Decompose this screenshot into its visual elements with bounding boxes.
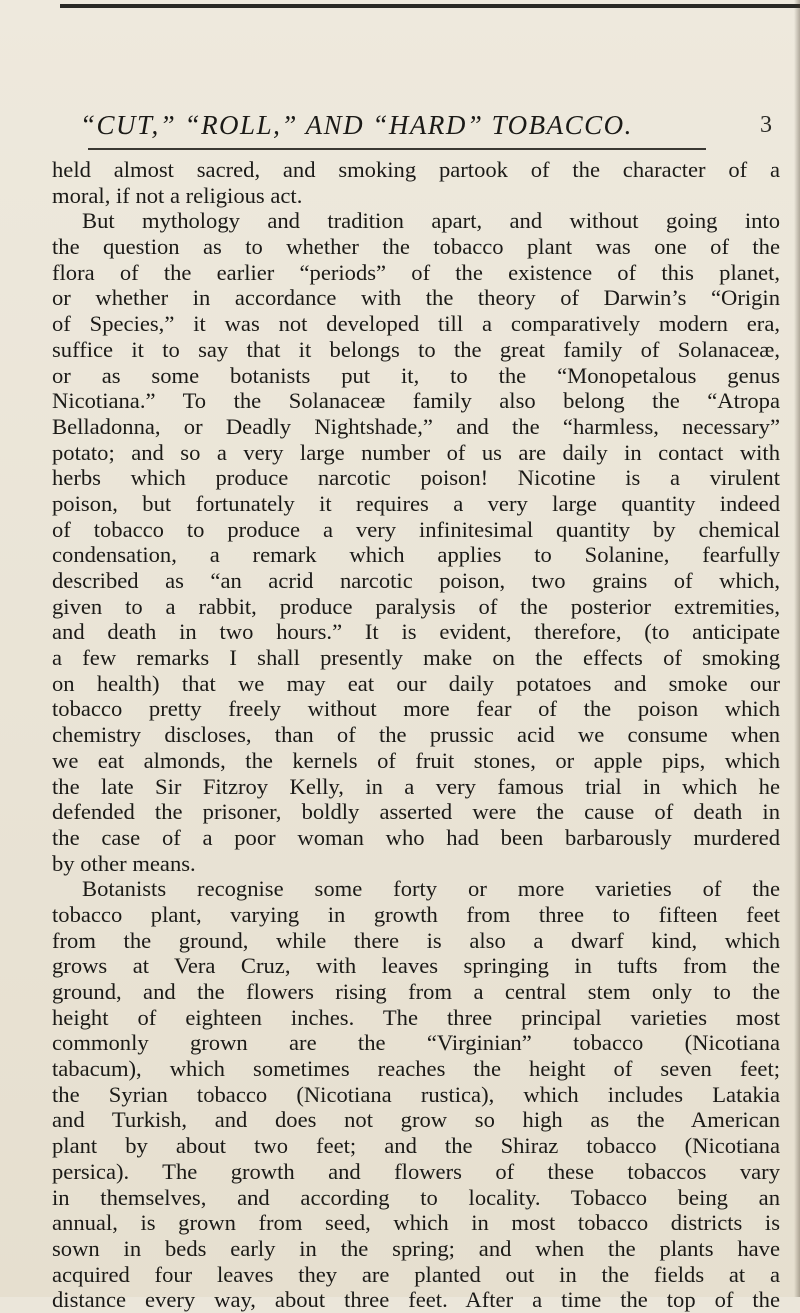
text-line: we eat almonds, the kernels of fruit stones, or apple pips, which: [52, 747, 780, 773]
text-line: But mythology and tradition apart, and without going into: [82, 208, 780, 234]
text-line: flora of the earlier “periods” of the existence of this planet,: [52, 259, 780, 285]
text-line: annual, is grown from seed, which in most tobacco districts is: [52, 1210, 780, 1236]
running-head: “CUT,” “ROLL,” AND “HARD” TOBACCO.: [80, 110, 633, 140]
body-text: [52, 157, 780, 1313]
text-line: acquired four leaves they are planted out in the fields at a: [52, 1261, 780, 1287]
text-line: height of eighteen inches. The three principal varieties most: [52, 1004, 780, 1030]
text-line: ground, and the flowers rising from a central stem only to the: [52, 979, 780, 1004]
text-line: given to a rabbit, produce paralysis of the posterior extremities,: [52, 593, 780, 619]
text-line: in themselves, and according to locality. Tobacco being an: [52, 1184, 780, 1210]
page-edge-shadow: [794, 0, 800, 1297]
text-line: by other means.: [52, 850, 196, 876]
text-line: or as some botanists put it, to the “Monopetalous genus: [52, 362, 780, 388]
text-line: poison, but fortunately it requires a very large quantity indeed: [52, 490, 780, 516]
text-line: a few remarks I shall presently make on the effects of smoking: [52, 645, 780, 671]
text-line: tobacco pretty freely without more fear of the poison which: [52, 696, 780, 722]
text-line: the late Sir Fitzroy Kelly, in a very famous trial in which he: [52, 773, 780, 799]
text-line: and death in two hours.” It is evident, therefore, (to anticipate: [52, 619, 780, 645]
top-edge-rule: [60, 4, 800, 8]
header-rule: [88, 148, 706, 150]
text-line: sown in beds early in the spring; and when the plants have: [52, 1235, 780, 1261]
text-line: herbs which produce narcotic poison! Nicotine is a virulent: [52, 465, 780, 491]
text-line: moral, if not a religious act.: [52, 182, 303, 208]
text-line: the case of a poor woman who had been barbarously murdered: [52, 824, 780, 850]
text-line: tobacco plant, varying in growth from three to fifteen feet: [52, 901, 780, 927]
text-line: chemistry discloses, than of the prussic acid we consume when: [52, 722, 780, 748]
text-line: and Turkish, and does not grow so high as the American: [52, 1107, 780, 1133]
text-line: tabacum), which sometimes reaches the height of seven feet;: [52, 1056, 780, 1082]
text-line: suffice it to say that it belongs to the great family of Solanaceæ,: [52, 336, 780, 362]
text-line: the question as to whether the tobacco plant was one of the: [52, 234, 780, 260]
text-line: Belladonna, or Deadly Nightshade,” and the “harmless, necessary”: [52, 413, 780, 439]
text-line: Botanists recognise some forty or more varieties of the: [82, 876, 780, 902]
text-line: commonly grown are the “Virginian” tobacco (Nicotiana: [52, 1030, 780, 1056]
text-line: defended the prisoner, boldly asserted were the cause of death in: [52, 799, 780, 825]
text-line: plant by about two feet; and the Shiraz tobacco (Nicotiana: [52, 1133, 780, 1159]
text-line: of tobacco to produce a very infinitesimal quantity by chemical: [52, 516, 780, 542]
text-line: Nicotiana.” To the Solanaceæ family also belong the “Atropa: [52, 388, 780, 414]
text-line: persica). The growth and flowers of these tobaccos vary: [52, 1158, 780, 1184]
text-line: distance every way, about three feet. After a time the top of the: [52, 1287, 780, 1313]
text-line: from the ground, while there is also a dwarf kind, which: [52, 927, 780, 953]
text-line: of Species,” it was not developed till a comparatively modern era,: [52, 311, 780, 337]
text-line: grows at Vera Cruz, with leaves springing in tufts from the: [52, 953, 780, 979]
page-header: [80, 110, 800, 144]
text-line: condensation, a remark which applies to Solanine, fearfully: [52, 542, 780, 568]
text-line: potato; and so a very large number of us are daily in contact with: [52, 439, 780, 465]
text-line: on health) that we may eat our daily potatoes and smoke our: [52, 670, 780, 696]
text-line: the Syrian tobacco (Nicotiana rustica), which includes Latakia: [52, 1081, 780, 1107]
text-line: or whether in accordance with the theory of Darwin’s “Origin: [52, 285, 780, 311]
text-line: described as “an acrid narcotic poison, two grains of which,: [52, 568, 780, 593]
text-line: held almost sacred, and smoking partook of the character of a: [52, 157, 780, 182]
page-number: 3: [760, 112, 772, 138]
